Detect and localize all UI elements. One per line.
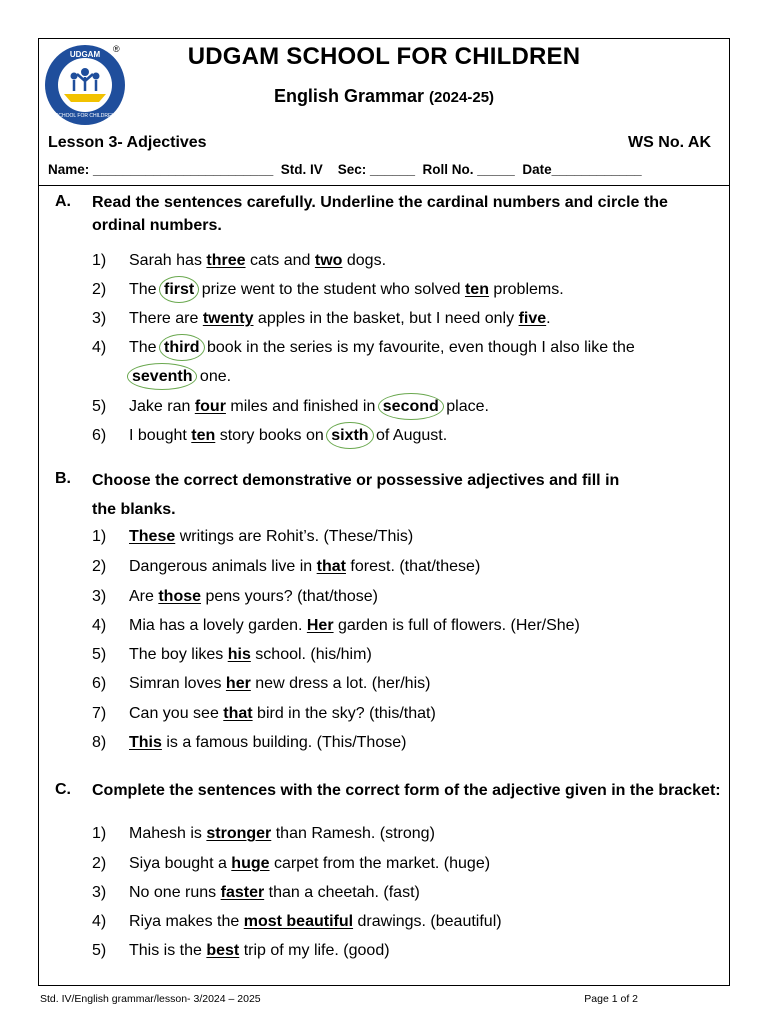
answer: faster (220, 884, 265, 901)
answer: that (316, 558, 346, 575)
section-a-letter: A. (55, 193, 71, 210)
section-a-item: Jake ran four miles and finished in second place. (129, 398, 489, 415)
section-b-instruction-line2: the blanks. (92, 501, 176, 518)
section-b-item: Dangerous animals live in that forest. (that/these) (129, 558, 481, 575)
worksheet-number: WS No. AK (628, 134, 711, 151)
cardinal-number: two (314, 252, 343, 269)
ordinal-number-circled: second (380, 398, 442, 415)
cardinal-number: ten (464, 281, 489, 298)
section-c-item-number: 3) (92, 884, 107, 901)
section-a-item: I bought ten story books on sixth of August. (129, 427, 448, 444)
section-b-item-number: 2) (92, 558, 107, 575)
section-a-item: Sarah has three cats and two dogs. (129, 252, 387, 269)
section-a-item-number: 1) (92, 252, 107, 269)
section-b-item: Simran loves her new dress a lot. (her/his) (129, 675, 431, 692)
section-b-item-number: 7) (92, 705, 107, 722)
section-a-item: There are twenty apples in the basket, but I need only five. (129, 310, 551, 327)
section-b-letter: B. (55, 470, 71, 487)
answer: This (129, 734, 162, 751)
section-b-item-number: 3) (92, 588, 107, 605)
section-a-item: The first prize went to the student who solved ten problems. (129, 281, 564, 298)
answer: that (223, 705, 253, 722)
section-a-item-number: 6) (92, 427, 107, 444)
registered-mark: ® (113, 44, 120, 54)
answer: most beautiful (243, 913, 354, 930)
section-c-instruction: Complete the sentences with the correct form of the adjective given in the bracket: (92, 782, 721, 799)
section-b-item: Can you see that bird in the sky? (this/that) (129, 705, 436, 722)
answer: best (206, 942, 240, 959)
footer-page-number: Page 1 of 2 (584, 993, 638, 1005)
answer: stronger (206, 825, 272, 842)
section-a-item-number: 5) (92, 398, 107, 415)
section-b-item-number: 6) (92, 675, 107, 692)
section-b-item: Are those pens yours? (that/those) (129, 588, 378, 605)
ordinal-number-circled: sixth (328, 427, 371, 444)
section-b-item: Mia has a lovely garden. Her garden is full of flowers. (Her/She) (129, 617, 580, 634)
answer: his (227, 646, 251, 663)
section-a-item-continued: seventh one. (129, 368, 231, 386)
section-c-item: Mahesh is stronger than Ramesh. (strong) (129, 825, 435, 842)
section-b-item: These writings are Rohit’s. (These/This) (129, 528, 414, 545)
section-b-item-number: 4) (92, 617, 107, 634)
answer: those (158, 588, 202, 605)
section-b-item: The boy likes his school. (his/him) (129, 646, 372, 663)
section-a-item-number: 3) (92, 310, 107, 327)
cardinal-number: three (206, 252, 246, 269)
section-b-item-number: 5) (92, 646, 107, 663)
section-c-item-number: 5) (92, 942, 107, 959)
section-a-item: The third book in the series is my favourite, even though I also like the (129, 339, 635, 356)
header-divider (38, 185, 730, 186)
section-a-item-number: 2) (92, 281, 107, 298)
section-c-item: Siya bought a huge carpet from the market. (huge) (129, 855, 491, 872)
cardinal-number: ten (191, 427, 216, 444)
section-b-item-number: 8) (92, 734, 107, 751)
section-c-item: No one runs faster than a cheetah. (fast) (129, 884, 420, 901)
section-b-instruction-line1: Choose the correct demonstrative or possessive adjectives and fill in (92, 472, 620, 489)
cardinal-number: five (518, 310, 547, 327)
answer: These (129, 528, 176, 545)
answer: huge (231, 855, 270, 872)
section-c-item: Riya makes the most beautiful drawings. (beautiful) (129, 913, 502, 930)
section-b-item-number: 1) (92, 528, 107, 545)
school-name: UDGAM SCHOOL FOR CHILDREN (187, 43, 581, 70)
cardinal-number: twenty (202, 310, 254, 327)
cardinal-number: four (194, 398, 226, 415)
section-b-item: This is a famous building. (This/Those) (129, 734, 407, 751)
answer: her (225, 675, 251, 692)
subject-title (0, 86, 768, 107)
ordinal-number-circled: third (161, 339, 203, 356)
svg-text:UDGAM: UDGAM (69, 50, 101, 59)
section-a-item-number: 4) (92, 339, 107, 356)
section-a-instruction: Read the sentences carefully. Underline the cardinal numbers and circle the ordinal numbers. (92, 194, 668, 234)
section-c-item: This is the best trip of my life. (good) (129, 942, 390, 959)
section-c-item-number: 4) (92, 913, 107, 930)
academic-year: (2024-25) (429, 89, 495, 106)
answer: Her (306, 617, 334, 634)
ordinal-number-circled: seventh (129, 368, 195, 385)
section-c-letter: C. (55, 781, 71, 798)
section-c-item-number: 1) (92, 825, 107, 842)
lesson-title: Lesson 3- Adjectives (48, 134, 207, 151)
student-info-row: Name: ________________________ Std. IV Sec: ______ Roll No. _____ Date____________ (48, 162, 642, 177)
subject-name: English Grammar (273, 86, 424, 106)
ordinal-number-circled: first (161, 281, 197, 298)
svg-text:SCHOOL FOR CHILDREN: SCHOOL FOR CHILDREN (55, 113, 115, 119)
section-c-item-number: 2) (92, 855, 107, 872)
footer-course-info: Std. IV/English grammar/lesson- 3/2024 – 2025 (40, 993, 261, 1005)
